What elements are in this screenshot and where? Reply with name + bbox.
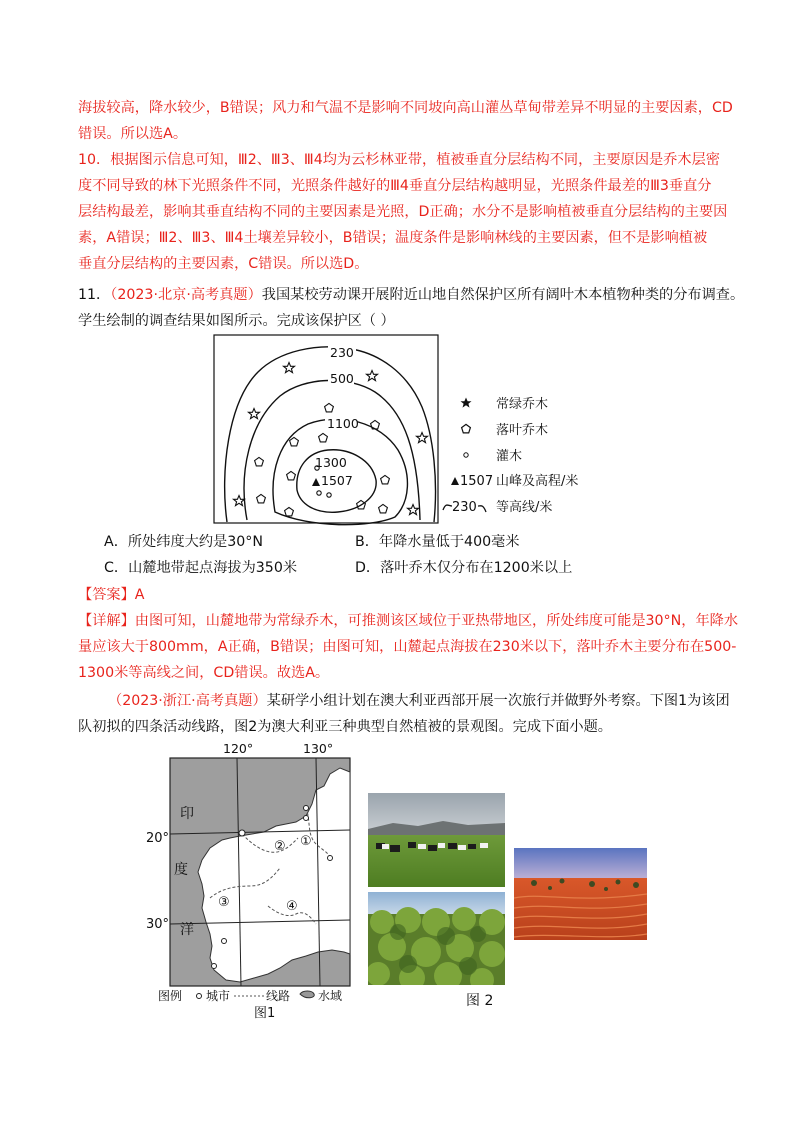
longitude-label: 130° [303,741,334,756]
question-source: （2023·浙江·高考真题） [108,693,267,709]
question-source: （2023·北京·高考真题） [110,287,262,303]
contour-legend-icon [443,505,452,510]
city-legend-icon [197,994,202,999]
text-line: 队初拟的四条活动线路，图2为澳大利亚三种典型自然植被的景观图。完成下面小题。 [78,719,612,735]
route-label-4: ④ [286,899,298,914]
water-legend-icon [300,991,314,998]
deciduous-legend-icon [462,424,471,433]
text-line [78,688,728,714]
text-line: 1300米等高线之间，CD错误。故选A。 [78,665,330,681]
text-line: 素，A错误；Ⅲ2、Ⅲ3、Ⅲ4土壤差异较小，B错误；温度条件是影响林线的主要因素，但不是影响植被 [78,230,708,246]
australia-route-map [140,738,362,1020]
legend-route: 线路 [266,989,291,1003]
option-b: B．年降水量低于400毫米 [355,534,520,550]
contour-label: 1100 [327,416,359,431]
ocean-label: 度 [174,862,188,878]
answer-label: 【答案】A [78,587,145,603]
text-line: 错误。所以选A。 [78,126,188,142]
longitude-label: 120° [223,741,254,756]
text-line [78,282,745,308]
option-a: A．所处纬度大约是30°N [104,534,263,550]
q10-explanation [78,147,728,277]
legend-shrub: 灌木 [496,449,523,464]
grassland-photo [368,793,505,887]
legend-title: 图例 [158,989,183,1003]
legend-evergreen: 常绿乔木 [496,397,549,412]
stem-text: 我国某校劳动课开展附近山地自然保护区所有阔叶木本植物种类的分布调查。 [261,287,745,303]
question-number: 11． [78,287,111,303]
option-d: D．落叶乔木仅分布在1200米以上 [355,560,573,576]
city-icon [304,806,309,811]
city-icon [304,816,309,821]
city-icon [239,830,245,836]
q11-stem [78,282,745,334]
q9-explanation-tail [78,95,733,147]
legend-peak: 山峰及高程/米 [496,474,579,489]
option-c: C．山麓地带起点海拔为350米 [104,560,298,576]
city-icon [222,939,227,944]
shrub-legend-icon [464,453,468,457]
route-label-1: ① [300,834,312,849]
text-line: 学生绘制的调查结果如图所示。完成该保护区（ ） [78,313,395,329]
figure-1-caption: 图1 [254,1006,276,1020]
forest-photo [368,892,505,985]
legend-city: 城市 [206,989,231,1003]
route-label-3: ③ [218,895,230,910]
text-line: 海拔较高，降水较少，B错误；风力和气温不是影响不同坡向高山灌丛草甸带差异不明显的主要因素，CD [78,100,733,116]
contour-label: 500 [330,371,354,386]
text-line: 垂直分层结构的主要因素，C错误。所以选D。 [78,256,369,272]
peak-label: 1507 [321,473,353,488]
text-line: 度不同导致的林下光照条件不同，光照条件越好的Ⅲ4垂直分层结构越明显，光照条件最差的Ⅲ3垂直分 [78,178,712,194]
latitude-label: 20° [146,831,170,846]
evergreen-legend-icon [461,398,472,408]
text-line: 层结构最差，影响其垂直结构不同的主要因素是光照，D正确；水分不是影响植被垂直分层结构的主要因 [78,204,728,220]
contour-label: 230 [330,345,354,360]
q12-stem [78,688,728,740]
text-line: 10．根据图示信息可知，Ⅲ2、Ⅲ3、Ⅲ4均为云杉林亚带，植被垂直分层结构不同，主要原因是乔木层密 [78,152,720,168]
ocean-label: 洋 [180,922,194,938]
figure-2-caption: 图 2 [466,993,494,1009]
contour-map-figure [200,332,600,528]
legend-contour: 等高线/米 [496,500,553,515]
peak-legend-icon [451,477,459,485]
contour-label: 1300 [315,455,347,470]
legend-peak-number: 1507 [460,474,494,489]
text-line: 【详解】由图可知，山麓地带为常绿乔木，可推测该区域位于亚热带地区，所处纬度可能是30°N，年降水 [78,613,739,629]
legend-water: 水域 [318,989,343,1003]
city-icon [212,964,217,969]
route-label-2: ② [274,839,286,854]
q11-answer-block [78,582,739,686]
stem-text: 某研学小组计划在澳大利亚西部开展一次旅行并做野外考察。下图1为该团 [266,693,730,709]
legend-contour-number: 230 [452,500,477,515]
legend-deciduous: 落叶乔木 [496,423,549,438]
city-icon [328,856,333,861]
latitude-label: 30° [146,917,170,932]
desert-photo [514,848,647,940]
ocean-label: 印 [180,806,194,822]
text-line: 量应该大于800mm，A正确，B错误；由图可知，山麓起点海拔在230米以下，落叶乔木主要分布在500- [78,639,737,655]
